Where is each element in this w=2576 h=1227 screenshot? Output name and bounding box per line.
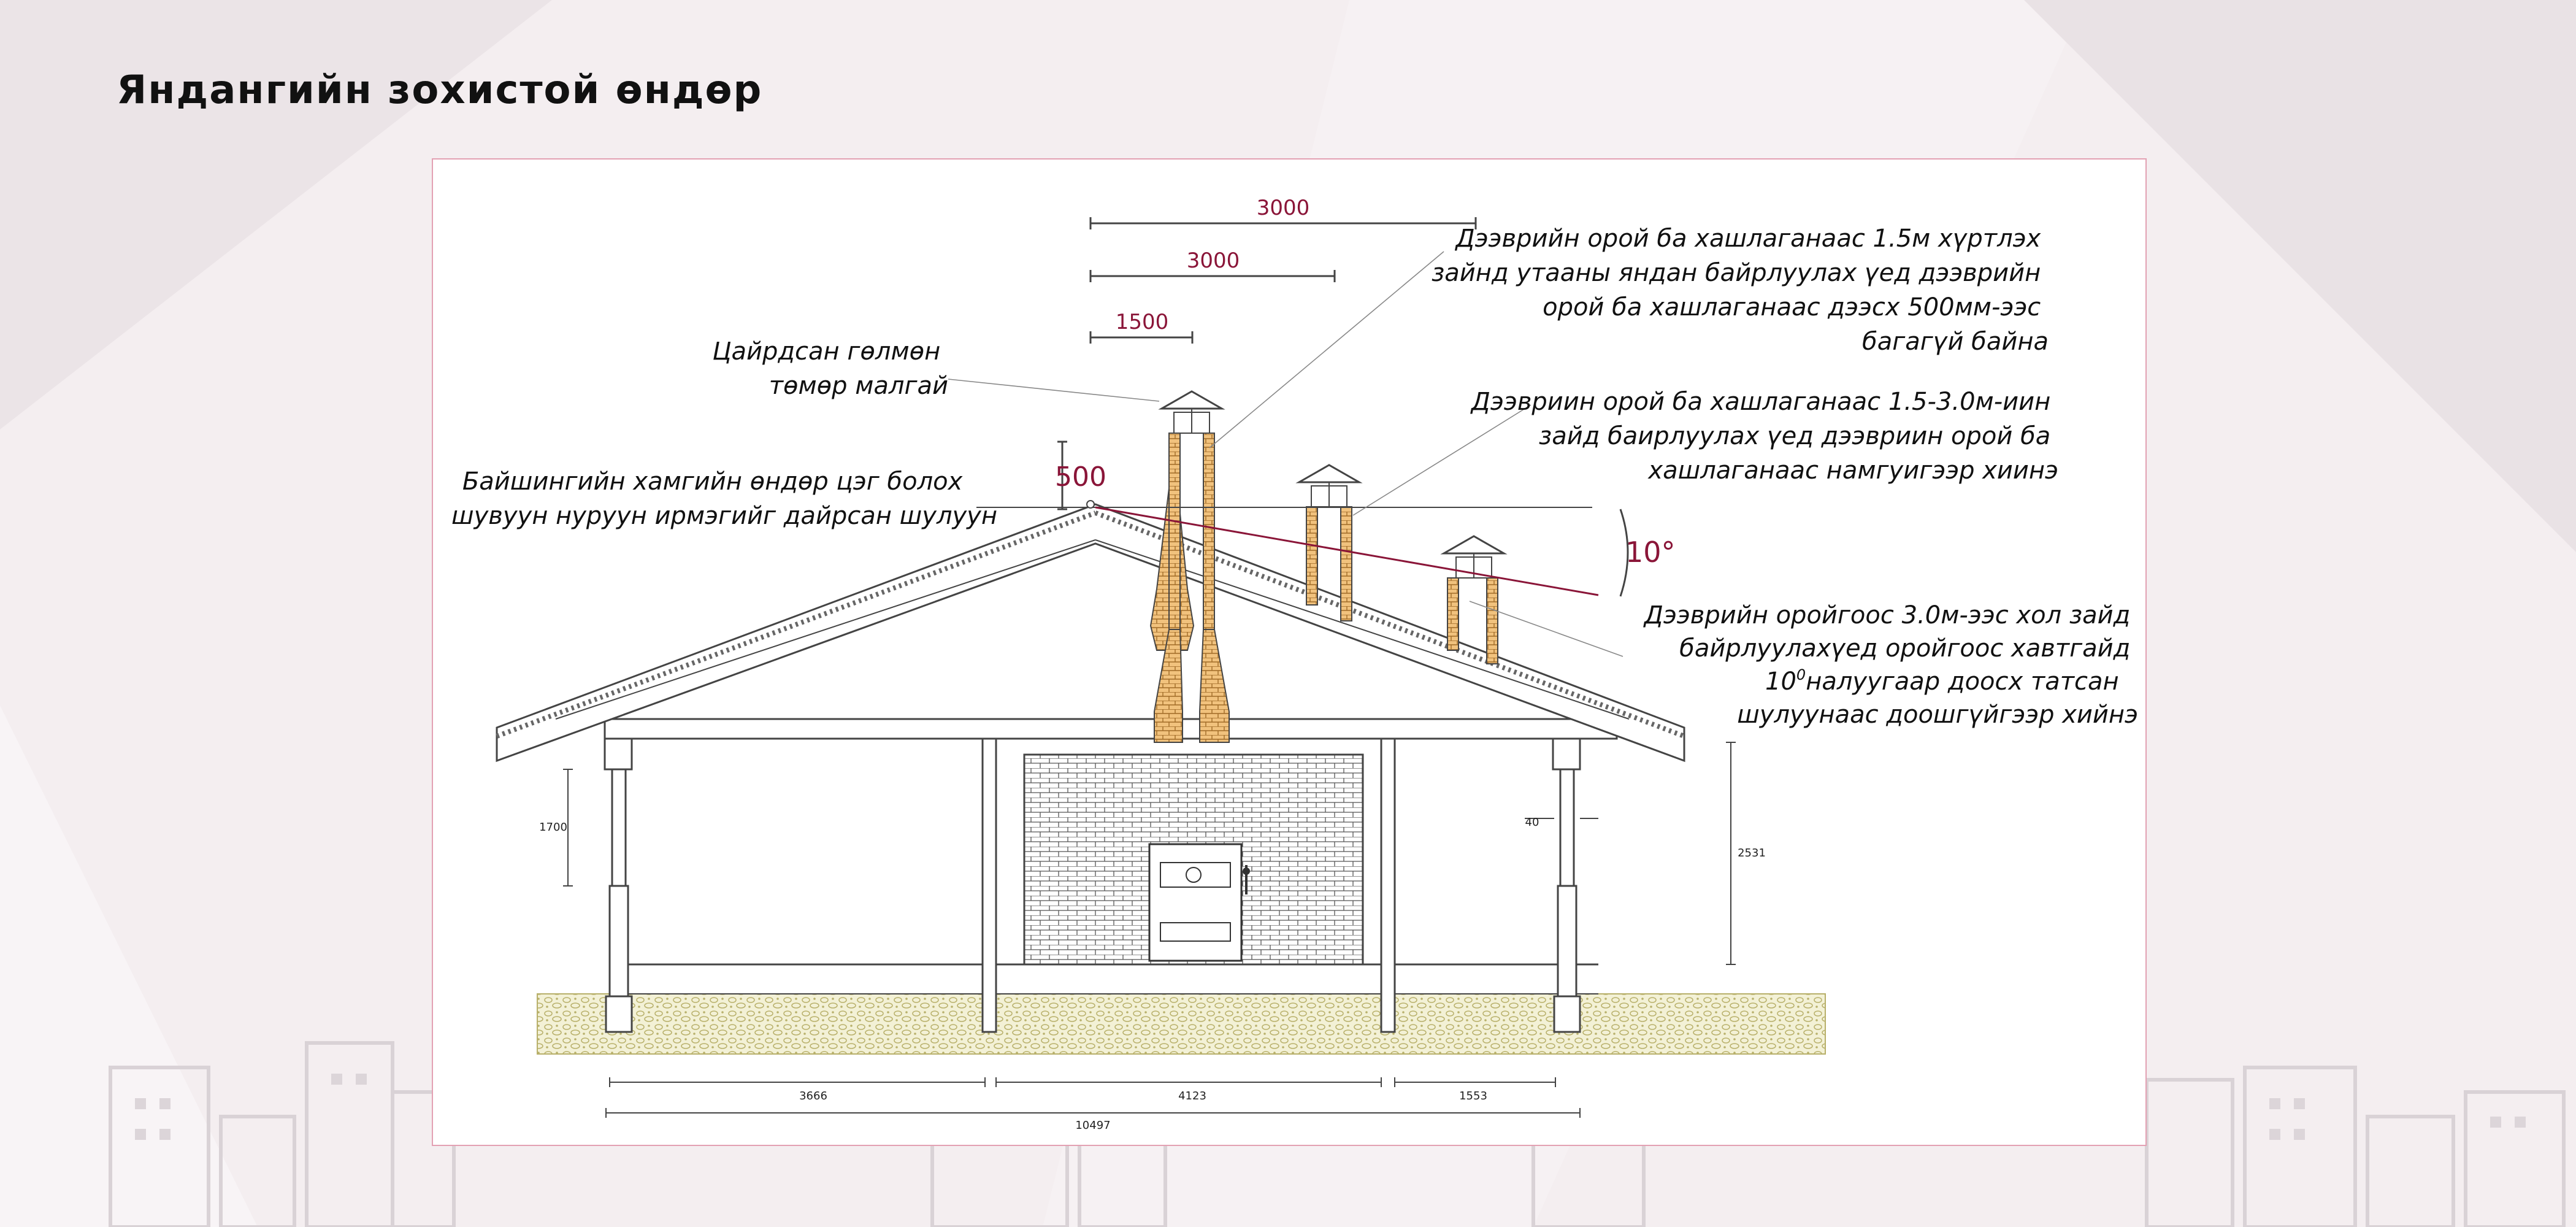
right-column xyxy=(1553,739,1580,1032)
page-title: Яндангийн зохистой өндөр xyxy=(117,67,763,113)
ridge-note xyxy=(451,467,997,530)
dim-3666: 3666 xyxy=(799,1090,827,1102)
diagram-frame xyxy=(432,158,2147,1146)
cap-note-line-1: Цайрдсан гөлмөн xyxy=(712,337,941,366)
rule1-note xyxy=(1432,225,2049,356)
left-column xyxy=(605,739,632,1032)
rule3-note-line-3-rest: налуугаар доосх татсан xyxy=(1806,667,2119,696)
chimney-height-diagram xyxy=(433,160,2148,1147)
top-dimension-lines xyxy=(1057,217,1476,509)
rule2-note-line-3: хашлаганаас намгуигээр хиинэ xyxy=(1648,456,2058,485)
rule3-note-line-2: байрлуулахүед оройгоос хавтгайд xyxy=(1679,634,2131,663)
dim-2531: 2531 xyxy=(1738,847,1766,860)
dim-500: 500 xyxy=(1055,461,1106,493)
dim-40: 40 xyxy=(1525,816,1539,829)
rule3-note-line-3-superscript: 0 xyxy=(1796,666,1806,683)
ceiling-beam xyxy=(605,719,1617,739)
dim-1553: 1553 xyxy=(1459,1090,1487,1102)
angle-10-label: 10° xyxy=(1625,536,1676,569)
ridge-point xyxy=(1087,501,1094,508)
rule1-note-line-3: орой ба хашлаганаас дээсх 500мм-ээс xyxy=(1543,293,2041,321)
cap-note xyxy=(712,337,948,400)
ridge-note-line-1: Байшингийн хамгийн өндөр цэг болох xyxy=(462,467,963,496)
rule1-note-line-2: зайнд утааны яндан байрлуулах үед дээврийн xyxy=(1432,259,2041,287)
ground-strip xyxy=(537,994,1825,1054)
ridge-note-line-2: шувуун нуруун ирмэгийг дайрсан шулуун xyxy=(451,502,997,530)
chimney-right xyxy=(1444,536,1504,664)
cap-note-line-2: төмөр малгай xyxy=(769,372,948,400)
rule3-note xyxy=(1643,601,2138,729)
rule1-note-line-4: багагүй байна xyxy=(1862,328,2049,356)
stove xyxy=(1149,844,1250,961)
dim-10497: 10497 xyxy=(1075,1119,1111,1132)
rule1-note-line-1: Дээврийн орой ба хашлаганаас 1.5м хүртлэх xyxy=(1455,225,2041,253)
dim-3000-top: 3000 xyxy=(1256,196,1310,220)
rule3-note-line-3-number: 10 xyxy=(1765,667,1796,696)
rule3-note-line-1: Дээврийн оройгоос 3.0м-ээс хол зайд xyxy=(1644,601,2131,629)
dim-1500: 1500 xyxy=(1115,310,1169,334)
dim-4123: 4123 xyxy=(1178,1090,1206,1102)
dim-1700: 1700 xyxy=(539,821,567,834)
rule2-note-line-2: зайд баирлуулах үед дээвриин орой ба xyxy=(1538,422,2051,450)
rule2-note xyxy=(1470,388,2058,485)
dim-3000-second: 3000 xyxy=(1186,248,1240,273)
rule2-note-line-1: Дээвриин орой ба хашлаганаас 1.5-3.0м-иин xyxy=(1471,388,2051,416)
rule3-note-line-4: шулуунаас доошгүйгээр хийнэ xyxy=(1737,701,2138,729)
